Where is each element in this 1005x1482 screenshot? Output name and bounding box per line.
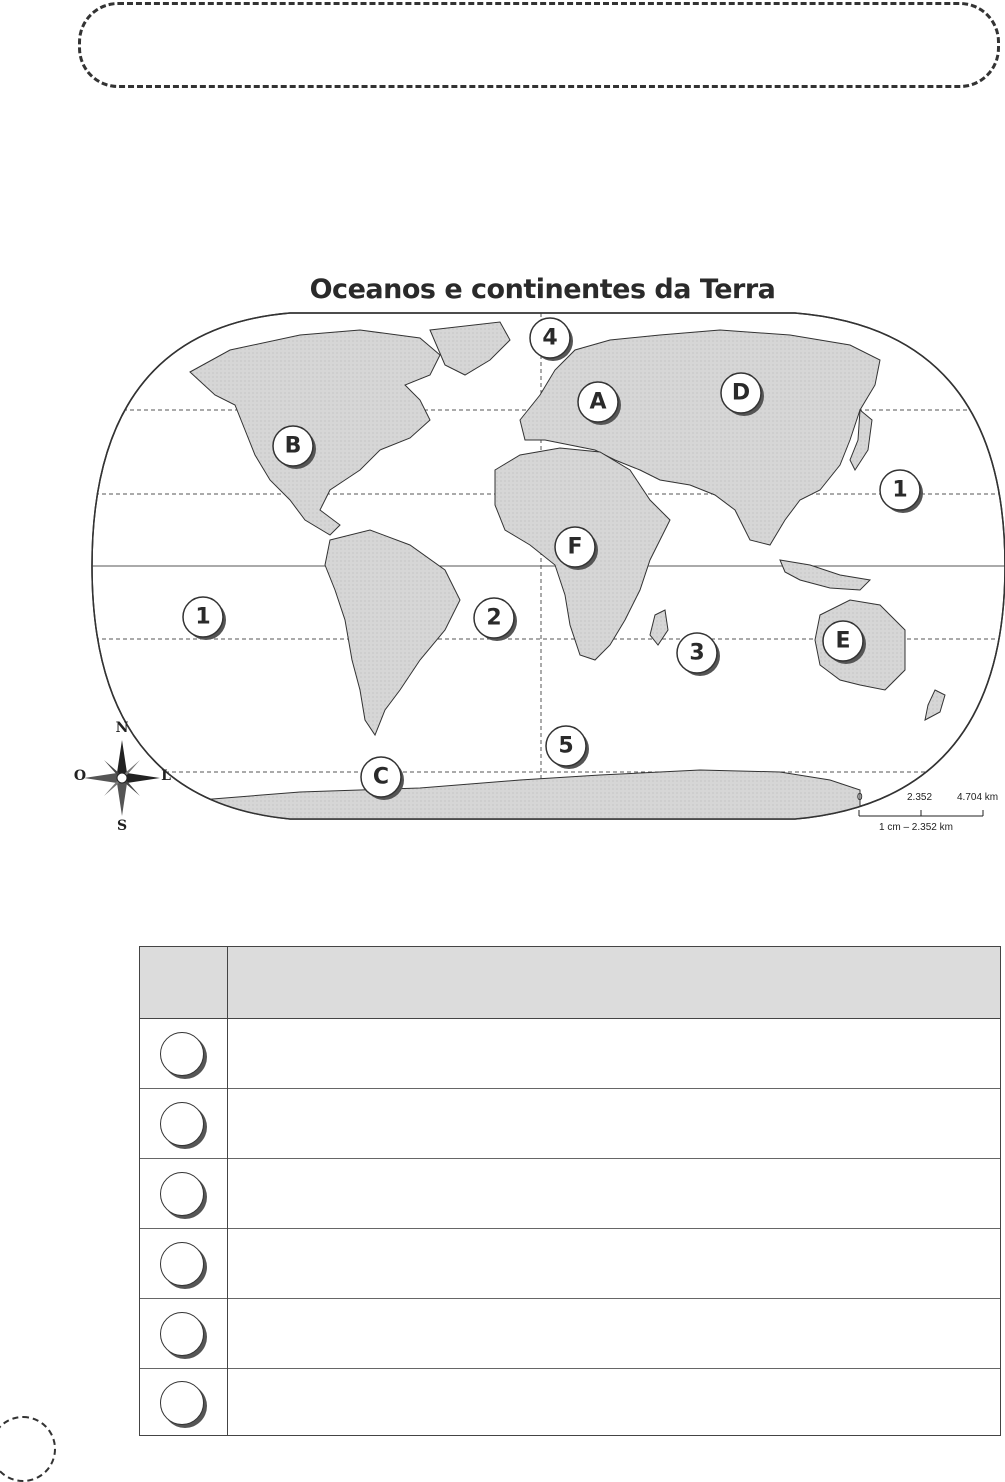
svg-text:1: 1 [892,477,908,503]
scale-caption: 1 cm – 2.352 km [879,822,953,833]
scale-tick-0: 0 [857,792,863,803]
table-row [140,1088,1000,1159]
svg-text:4: 4 [542,325,558,351]
page-number-circle [0,1416,56,1482]
table-row [140,1018,1000,1089]
svg-text:2: 2 [486,605,502,631]
answer-circle[interactable] [160,1242,204,1286]
table-header [140,947,1000,1019]
scale-tick-1: 2.352 [907,792,933,803]
svg-text:E: E [835,628,851,654]
answer-circle[interactable] [160,1312,204,1356]
answer-circle[interactable] [160,1102,204,1146]
table-row [140,1228,1000,1299]
answer-circle[interactable] [160,1381,204,1425]
svg-text:C: C [372,764,390,790]
svg-text:3: 3 [689,640,705,666]
table-row [140,1368,1000,1435]
compass-south: S [116,818,128,834]
svg-text:A: A [589,389,607,415]
compass-west: O [73,768,87,784]
compass-east: L [161,768,171,784]
compass-north: N [115,720,129,736]
scale-tick-2: 4.704 km [957,792,999,803]
map-title: Oceanos e continentes da Terra [309,274,776,305]
svg-text:B: B [284,433,302,459]
table-row [140,1158,1000,1229]
answer-table [139,946,1001,1436]
svg-text:D: D [731,380,751,406]
answer-circle[interactable] [160,1032,204,1076]
answer-circle[interactable] [160,1172,204,1216]
svg-text:5: 5 [558,733,574,759]
table-row [140,1298,1000,1369]
svg-text:1: 1 [195,604,211,630]
svg-text:F: F [567,534,583,560]
